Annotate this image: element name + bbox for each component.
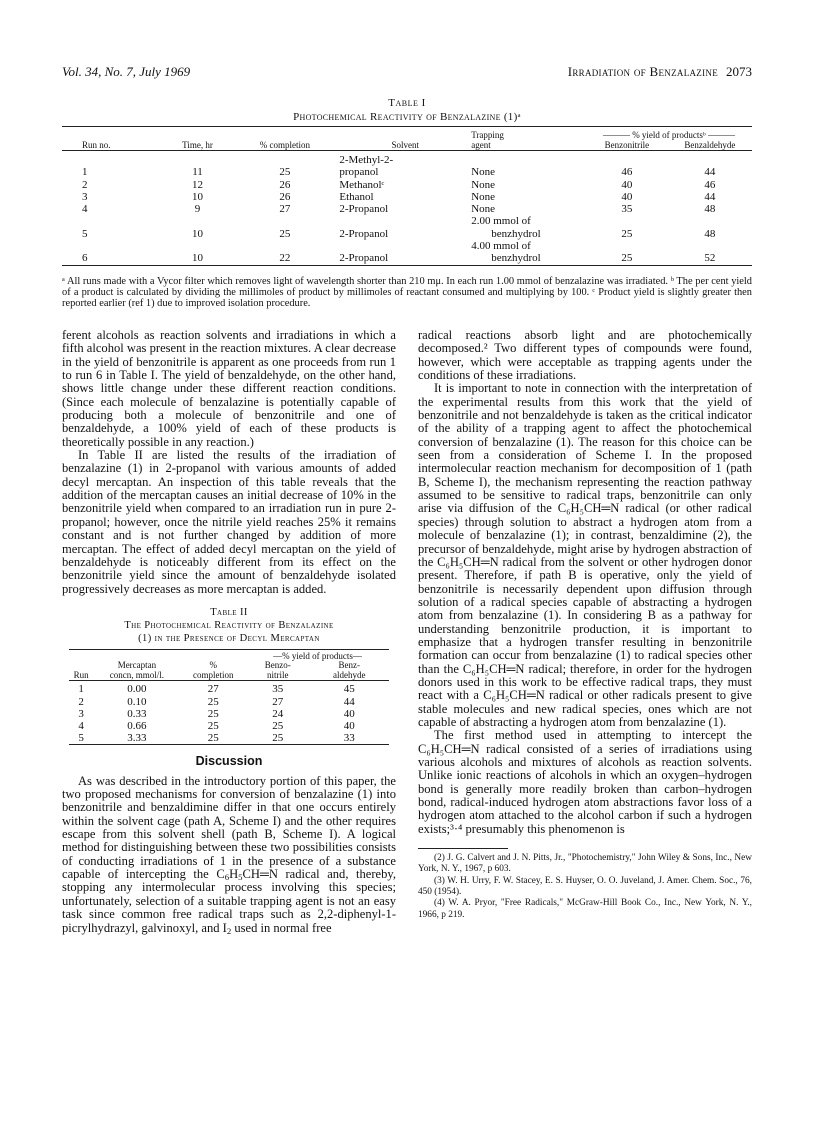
cell-completion: 25	[279, 166, 291, 179]
cell	[586, 240, 668, 252]
table1	[62, 126, 752, 269]
cell-benzaldehyde: 44	[704, 166, 716, 179]
table1-header-row	[62, 130, 752, 140]
cell-completion: 27	[279, 203, 291, 216]
cell-completion: 27	[207, 683, 219, 696]
cell-agent: 2.00 mmol of	[471, 215, 531, 228]
right-column	[418, 329, 752, 921]
cell	[62, 154, 161, 166]
paragraph: As was described in the introductory portion of this paper, the two proposed mechanisms for conversion of benzalazine (1) into benzonitrile and benzaldimine differ in that one occurs entirely within the solvent cage (path A, Scheme I) and the other requires escape from this solvent shell (path B, Scheme I). A logical method for distinguishing between these two possibilities consists of conducting irradiations of 1 in the presence of a substance capable of intercepting the $C_6H_5CH═N$ radical and, thereby, stopping any intermolecular process involving this species; unfortunately, selection of a suitable trapping agent is not an easy task since common free radical traps such as 2,2-diphenyl-1-picrylhydrazyl, galvinoxyl, and $I_2$ used in normal free	[62, 773, 396, 936]
cell-completion: 26	[279, 190, 291, 203]
cell-run: 1	[82, 166, 88, 179]
table1-header-benzaldehyde: Benzaldehyde	[684, 140, 736, 150]
left-column	[62, 329, 396, 935]
footnote: (4) W. A. Pryor, "Free Radicals," McGraw-Hill Book Co., Inc., New York, N. Y., 1966, p 219.	[418, 898, 752, 920]
cell-completion: 25	[207, 707, 219, 720]
cell-solvent: Methanolᶜ	[339, 178, 385, 191]
table1-header-trapping: Trapping	[471, 130, 504, 140]
cell-benzaldehyde: 48	[704, 203, 716, 216]
paragraph: ferent alcohols as reaction solvents and irradiations in which a fifth alcohol was present in the reaction mixtures. A clear decrease in the yield of benzonitrile is apparent as one proceeds from run 1 to run 6 in Table I. The yield of benzaldehyde, on the other hand, shows little change under these different reaction conditions. (Since each molecule of benzalazine is potentially capable of producing both a molecule of benzonitrile and one of benzaldehyde, a 100% yield of each of these products is theoretically possible in any reaction.)	[62, 328, 396, 449]
table1-title: Photochemical Reactivity of Benzalazine (1)ᵃ	[293, 111, 521, 123]
table1-footnote: ᵃ All runs made with a Vycor filter which removes light of wavelength shorter than 210 mμ. In each run 1.00 mmol of benzalazine was irradiated. ᵇ The per cent yield of a product is calculated by dividing the millimoles of product by millimoles of reactant consumed and multiplying by 100. ᶜ Product yield is slightly greater then reported earlier (ref 1) due to improved isolation procedure.	[62, 276, 752, 310]
table-row	[69, 696, 389, 708]
cell-benzaldehyde: 44	[343, 695, 355, 708]
cell	[586, 215, 668, 227]
cell-benzonitrile: 40	[621, 190, 633, 203]
cell-run: 3	[82, 190, 88, 203]
cell	[161, 154, 235, 166]
table2-header-concn: concn, mmol/l.	[109, 669, 165, 680]
footnote: (2) J. G. Calvert and J. N. Pitts, Jr., "Photochemistry," John Wiley & Sons, Inc., New York, N. Y., 1967, p 603.	[418, 853, 752, 875]
cell-time: 10	[191, 227, 203, 240]
table1-body	[62, 154, 752, 265]
cell-benzaldehyde: 48	[704, 227, 716, 240]
section-heading: Discussion	[195, 754, 263, 769]
table-row	[62, 252, 752, 265]
cell-benzaldehyde: 40	[343, 719, 355, 732]
cell-solvent: 2-Methyl-2-	[339, 154, 394, 166]
cell-agent: None	[471, 190, 496, 203]
table-row	[69, 683, 389, 695]
running-header	[62, 64, 752, 82]
table1-header-benzonitrile: Benzonitrile	[604, 140, 650, 150]
paragraph: The first method used in attempting to intercept the C₆H₅CH═N radical consisted of a series of irradiations using various alcohols and mixtures of alcohols as reaction solvents. Unlike ionic reactions of alcohols in which an oxygen–hydrogen bond is generally more readily broken than carbon–hydrogen bond, radical-induced hydrogen atom abstractions favor loss of a hydrogen atom attached to the alcohol carbon if such a hydrogen exists;³·⁴ presumably this phenomenon is	[418, 728, 752, 836]
cell	[161, 215, 235, 227]
cell-benzaldehyde: 40	[343, 707, 355, 720]
cell-run: 5	[82, 227, 88, 240]
cell-solvent	[335, 240, 471, 252]
paragraph: It is important to note in connection with the interpretation of the experimental results from this work that the yield of benzonitrile and not benzaldehyde is taken as the critical indicator of the ability of a trapping agent to affect the photochemical conversion of benzalazine (1). The reason for this choice can be seen from a consideration of Scheme I. In the proposed intermolecular reaction mechanism for decomposition of 1 (path B, Scheme I), the mechanism representing the reaction pathway assumed to be sensitive to radical traps, benzonitrile can only arise via diffusion of the C₆H₅CH═N radical (or other radical species) through solution to abstract a hydrogen atom from a molecule of benzalazine (1); in contrast, benzaldimine (2), the precursor of benzaldehyde, might arise by hydrogen abstraction of the C₆H₅CH═N radical from the solvent or other hydrogen donor present. Therefore, if path B is operative, only the yield of benzonitrile is necessarily dependent upon diffusion through solution of a radical species capable of abstracting a hydrogen atom from benzalazine (1). In considering B as a pathway for understanding benzonitrile production, it is important to emphasize that a hydrogen transfer resulting in benzonitrile formation can occur from benzalazine (1) to radical species other than the C₆H₅CH═N radical; therefore, in order for the hydrogen donors used in this work to be effective radical traps, they must react with a C₆H₅CH═N radical or other radicals present to give stable molecules and new radical species, ones which are not capable of abstracting a hydrogen atom from benzalazine (1).	[418, 381, 752, 729]
header-right	[568, 64, 752, 80]
table2	[69, 649, 389, 748]
running-title: Irradiation of Benzalazine	[567, 64, 718, 79]
table1-header-time: Time, hr	[182, 140, 213, 150]
cell-agent: None	[471, 166, 496, 179]
table1-label: Table I	[388, 97, 426, 109]
cell-concn: 0.66	[127, 719, 147, 732]
cell-benzaldehyde: 44	[704, 190, 716, 203]
cell-completion: 25	[207, 695, 219, 708]
table-row	[69, 708, 389, 720]
cell-agent: 4.00 mmol of	[471, 240, 531, 253]
cell-solvent: 2-Propanol	[339, 227, 389, 240]
paragraph: radical reactions absorb light and are photochemically decomposed.² Two different types of compounds were found, however, which were acceptable as trapping agents under the conditions of these irradiations.	[418, 328, 752, 383]
table2-header-nitrile: nitrile	[266, 669, 289, 680]
table-row	[69, 732, 389, 745]
cell-completion: 25	[207, 719, 219, 732]
cell	[234, 215, 335, 227]
cell-run: 3	[78, 707, 84, 720]
table2-header-percent: %	[209, 660, 218, 671]
cell-solvent	[335, 215, 471, 227]
table2-header-mercaptan: Mercaptan	[117, 660, 157, 671]
table2-header-benzo: Benzo-	[264, 660, 291, 671]
cell-concn: 0.10	[127, 695, 147, 708]
table2-title-line1: The Photochemical Reactivity of Benzalazine	[124, 619, 334, 631]
table2-header-run: Run	[73, 669, 89, 680]
cell-benzonitrile: 46	[621, 166, 633, 179]
table-row	[62, 228, 752, 240]
cell-completion: 26	[279, 178, 291, 191]
table1-header-run: Run no.	[82, 140, 111, 150]
cell-benzonitrile: 27	[272, 695, 284, 708]
table2-caption	[62, 606, 396, 645]
table1-header-yield-group: ——— % yield of productsᵇ ———	[602, 130, 735, 140]
cell-benzonitrile: 25	[621, 227, 633, 240]
cell-benzonitrile: 25	[272, 719, 284, 732]
cell	[62, 215, 161, 227]
table2-header-yield-group: —% yield of products—	[273, 650, 362, 661]
cell-completion: 25	[207, 732, 219, 745]
cell-benzonitrile: 25	[621, 252, 633, 265]
cell	[62, 240, 161, 252]
cell-run: 5	[78, 732, 84, 745]
cell-run: 2	[78, 695, 84, 708]
cell	[668, 215, 752, 227]
table1-row-line	[62, 215, 752, 227]
cell-completion: 25	[279, 227, 291, 240]
cell-completion: 22	[279, 252, 291, 265]
cell-solvent: propanol	[339, 166, 379, 179]
cell-benzonitrile: 35	[272, 683, 284, 696]
table2-body	[69, 683, 389, 745]
table2-header-aldehyde: aldehyde	[333, 669, 366, 680]
cell-benzaldehyde: 52	[704, 252, 716, 265]
table1-row-line	[62, 154, 752, 166]
table1-header-row	[62, 140, 752, 151]
cell-agent	[471, 154, 586, 166]
footnote: (3) W. H. Urry, F. W. Stacey, E. S. Huyser, O. O. Juveland, J. Amer. Chem. Soc., 76, 450 (1954).	[418, 875, 752, 897]
cell-benzonitrile: 25	[272, 732, 284, 745]
cell-run: 2	[82, 178, 88, 191]
cell-solvent: 2-Propanol	[339, 203, 389, 216]
table2-header-completion: completion	[193, 669, 234, 680]
table2-label: Table II	[210, 606, 248, 618]
cell-run: 6	[82, 252, 88, 265]
table2-title-line2: (1) in the Presence of Decyl Mercaptan	[138, 632, 320, 644]
cell-time: 11	[192, 166, 203, 179]
cell-run: 1	[78, 683, 84, 696]
journal-volume-issue: Vol. 34, No. 7, July 1969	[62, 64, 191, 79]
table-row	[62, 191, 752, 203]
table1-row-line	[62, 240, 752, 252]
table1-caption	[62, 96, 752, 124]
cell-benzaldehyde: 46	[704, 178, 716, 191]
cell-agent: None	[471, 178, 496, 191]
cell-time: 9	[194, 203, 201, 216]
cell-benzonitrile: 40	[621, 178, 633, 191]
cell-agent: benzhydrol	[491, 227, 541, 240]
cell	[234, 154, 335, 166]
cell-benzonitrile: 24	[272, 707, 284, 720]
cell-run: 4	[78, 719, 84, 732]
cell-concn: 0.00	[127, 683, 147, 696]
cell-benzaldehyde: 45	[343, 683, 355, 696]
cell-agent: None	[471, 203, 496, 216]
cell	[586, 154, 668, 166]
cell-run: 4	[82, 203, 88, 216]
footnote-rule	[418, 848, 508, 849]
table-row	[62, 166, 752, 178]
cell	[668, 154, 752, 166]
paragraph: In Table II are listed the results of the irradiation of benzalazine (1) in 2-propanol with various amounts of added decyl mercaptan. An inspection of this table reveals that the addition of the mercaptan causes an initial decrease of 10% in the benzonitrile yield when compared to an irradiation run in pure 2-propanol; however, once the nitrile yield reaches 25% it remains constant and is not further changed by addition of more mercaptan. The effect of added decyl mercaptan on the yield of benzaldehyde is noticeably different from its effect on the benzonitrile yield since the amount of benzaldehyde isolated progressively decreases as more mercaptan is added.	[62, 448, 396, 596]
cell-concn: 3.33	[127, 732, 147, 745]
cell	[161, 240, 235, 252]
cell-time: 10	[191, 252, 203, 265]
cell-agent: benzhydrol	[491, 252, 541, 265]
cell-concn: 0.33	[127, 707, 147, 720]
table1-header-solvent: Solvent	[391, 140, 420, 150]
cell-time: 10	[191, 190, 203, 203]
table2-header-row	[69, 671, 389, 681]
table1-header-completion: % completion	[259, 140, 310, 150]
table-row	[62, 179, 752, 191]
page-number: 2073	[726, 64, 752, 79]
cell-benzonitrile: 35	[621, 203, 633, 216]
table2-header-benz: Benz-	[338, 660, 360, 671]
table-row	[69, 720, 389, 732]
table1-header-agent: agent	[471, 140, 491, 150]
cell	[234, 240, 335, 252]
cell-solvent: 2-Propanol	[339, 252, 389, 265]
cell-solvent: Ethanol	[339, 190, 374, 203]
cell-benzaldehyde: 33	[343, 732, 355, 745]
cell-time: 12	[191, 178, 203, 191]
cell	[668, 240, 752, 252]
table-row	[62, 203, 752, 215]
